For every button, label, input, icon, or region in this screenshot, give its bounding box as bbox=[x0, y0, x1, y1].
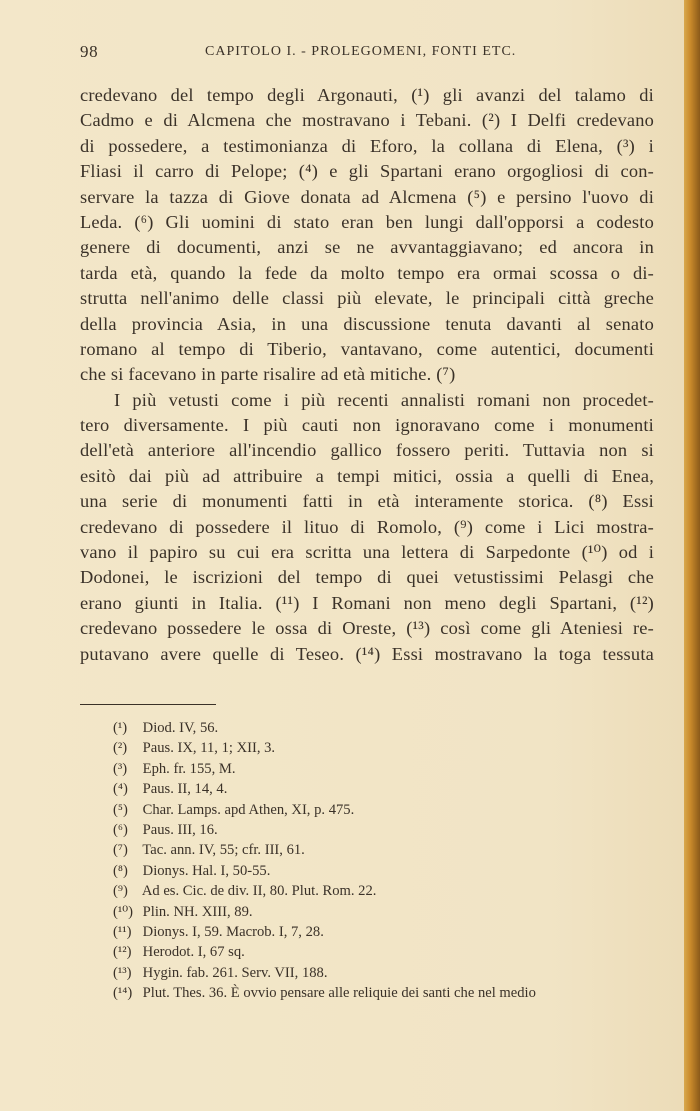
footnote-text: Plin. NH. XIII, 89. bbox=[142, 903, 253, 920]
footnote bbox=[113, 718, 658, 738]
text-line: Dodonei, le iscrizioni del tempo di quei vetustissimi Pelasgi che bbox=[80, 567, 654, 588]
footnote bbox=[113, 881, 658, 901]
footnote-mark: (⁶) bbox=[113, 821, 128, 838]
footnote-mark: (¹) bbox=[113, 720, 128, 736]
page-edge bbox=[684, 0, 700, 1111]
footnote-mark: (⁸) bbox=[113, 862, 128, 879]
footnote-mark: (¹¹) bbox=[113, 923, 132, 940]
text-line: putavano avere quelle di Teseo. (¹⁴) Essi mostravano la toga tessuta bbox=[80, 643, 654, 664]
footnote-text: Paus. III, 16. bbox=[142, 821, 218, 838]
footnote-mark: (¹³) bbox=[113, 964, 132, 981]
footnote-text: Eph. fr. 155, M. bbox=[142, 760, 236, 777]
footnote bbox=[113, 738, 658, 758]
text-line: credevano di possedere il lituo di Romolo, (⁹) come i Lici mostra- bbox=[80, 516, 654, 537]
footnote-mark: (¹²) bbox=[113, 944, 132, 961]
footnote-mark: (²) bbox=[113, 740, 128, 757]
text-line: genere di documenti, anzi se ne avvantaggiavano; ed ancora in bbox=[80, 237, 654, 258]
footnote-mark: (¹⁰) bbox=[113, 903, 133, 920]
footnote-text: Paus. IX, 11, 1; XII, 3. bbox=[142, 740, 276, 757]
text-line: strutta nell'animo delle classi più elevate, le principali città greche bbox=[80, 288, 654, 309]
footnote bbox=[113, 820, 658, 840]
text-line: tero diversamente. I più cauti non ignoravano come i monumenti bbox=[80, 415, 654, 436]
footnote bbox=[113, 902, 658, 922]
footnote bbox=[113, 759, 658, 779]
footnote bbox=[113, 922, 658, 942]
footnotes bbox=[113, 718, 658, 1003]
footnote-text: Paus. II, 14, 4. bbox=[142, 781, 228, 798]
text-line: che si facevano in parte risalire ad età mitiche. (⁷) bbox=[80, 364, 456, 385]
footnote-mark: (¹⁴) bbox=[113, 985, 133, 1002]
footnote bbox=[113, 840, 658, 860]
text-line: una serie di monumenti fatti in età interamente storica. (⁸) Essi bbox=[80, 491, 654, 512]
text-line: Fliasi il carro di Pelope; (⁴) e gli Spartani erano orgogliosi di con- bbox=[80, 161, 654, 182]
footnote bbox=[113, 800, 658, 820]
text-line: Leda. (⁶) Gli uomini di stato eran ben lungi dall'opporsi a codesto bbox=[80, 211, 654, 232]
text-line: credevano del tempo degli Argonauti, (¹) gli avanzi del talamo di bbox=[80, 85, 654, 105]
text-line: della provincia Asia, in una discussione tenuta davanti al senato bbox=[80, 313, 654, 334]
footnote-text: Hygin. fab. 261. Serv. VII, 188. bbox=[142, 964, 328, 981]
text-line: erano giunti in Italia. (¹¹) I Romani non meno degli Spartani, (¹²) bbox=[80, 592, 654, 613]
footnote-mark: (⁷) bbox=[113, 842, 128, 859]
footnote-text: Ad es. Cic. de div. II, 80. Plut. Rom. 22. bbox=[141, 883, 377, 900]
footnote bbox=[113, 861, 658, 881]
footnote bbox=[113, 779, 658, 799]
footnote bbox=[113, 963, 658, 983]
footnote-text: Tac. ann. IV, 55; cfr. III, 61. bbox=[142, 842, 305, 859]
footnote-mark: (³) bbox=[113, 760, 128, 777]
footnote-mark: (⁴) bbox=[113, 781, 128, 798]
text-line: Cadmo e di Alcmena che mostravano i Tebani. (²) I Delfi credevano bbox=[80, 110, 654, 131]
text-line: dell'età anteriore all'incendio gallico fossero periti. Tuttavia non si bbox=[80, 440, 654, 461]
footnote-separator bbox=[80, 704, 216, 705]
footnote-text: Dionys. Hal. I, 50-55. bbox=[142, 862, 271, 879]
footnote-text: Herodot. I, 67 sq. bbox=[142, 944, 245, 961]
text-line: vano il papiro su cui era scritta una lettera di Sarpedonte (¹⁰) od i bbox=[80, 542, 654, 563]
text-line: servare la tazza di Giove donata ad Alcmena (⁵) e persino l'uovo di bbox=[80, 186, 654, 207]
running-head: CAPITOLO I. - PROLEGOMENI, FONTI ETC. bbox=[205, 44, 517, 59]
footnote-text: Dionys. I, 59. Macrob. I, 7, 28. bbox=[142, 923, 324, 940]
footnote bbox=[113, 942, 658, 962]
footnote-mark: (⁹) bbox=[113, 883, 128, 900]
text-line: I più vetusti come i più recenti annalisti romani non procedet- bbox=[114, 389, 654, 410]
text-line: tarda età, quando la fede da molto tempo era ormai scossa o di- bbox=[80, 262, 654, 283]
footnote-text: Char. Lamps. apd Athen, XI, p. 475. bbox=[142, 801, 355, 818]
body-text bbox=[80, 83, 654, 667]
footnote-text: Diod. IV, 56. bbox=[142, 720, 219, 736]
text-line: di possedere, a testimonianza di Eforo, la collana di Elena, (³) i bbox=[80, 135, 654, 156]
text-line: credevano possedere le ossa di Oreste, (¹³) così come gli Ateniesi re- bbox=[80, 618, 654, 639]
page-number: 98 bbox=[80, 42, 99, 61]
text-line: romano al tempo di Tiberio, vantavano, come autentici, documenti bbox=[80, 338, 654, 359]
footnote bbox=[113, 983, 658, 1003]
text-line: esitò dai più ad attribuire a tempi mitici, ossia a quelli di Enea, bbox=[80, 465, 654, 486]
footnote-text: Plut. Thes. 36. È ovvio pensare alle reliquie dei santi che nel medio bbox=[142, 985, 536, 1002]
page-header bbox=[80, 42, 654, 66]
footnote-mark: (⁵) bbox=[113, 801, 128, 818]
